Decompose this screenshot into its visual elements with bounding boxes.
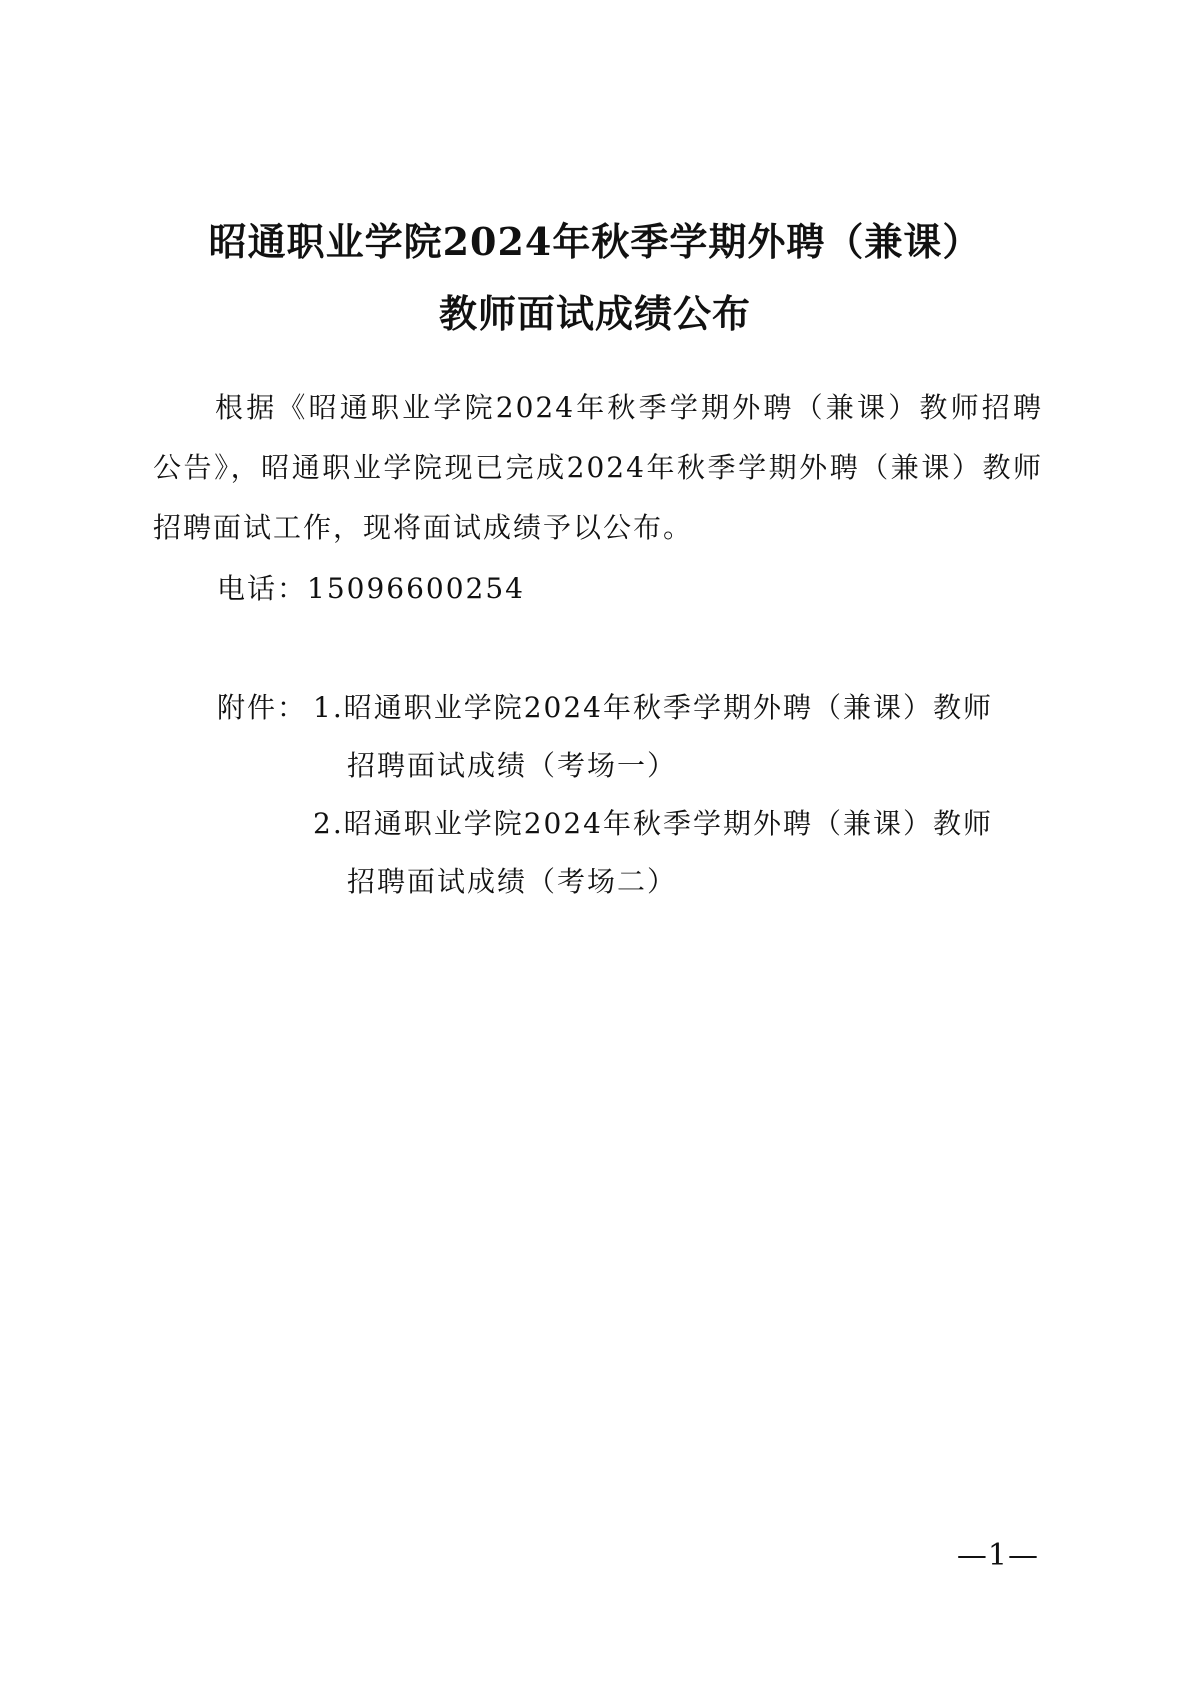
contact-phone: 电话：15096600254 [217, 572, 525, 605]
document-title-line-1: 昭通职业学院2024年秋季学期外聘（兼课） [208, 219, 982, 264]
page-number: —1— [956, 1538, 1039, 1573]
attachment-1-line-1: 1.昭通职业学院2024年秋季学期外聘（兼课）教师 [313, 691, 993, 724]
attachment-2-line-1: 2.昭通职业学院2024年秋季学期外聘（兼课）教师 [313, 807, 993, 840]
document-title-line-2: 教师面试成绩公布 [438, 291, 751, 336]
attachments-label: 附件： [217, 691, 308, 724]
attachment-1-line-2: 招聘面试成绩（考场一） [347, 749, 678, 782]
announcement-paragraph: 根据《昭通职业学院2024年秋季学期外聘（兼课）教师招聘公告》，昭通职业学院现已完成2024年秋季学期外聘（兼课）教师招聘面试工作，现将面试成绩予以公布。 [153, 391, 1043, 544]
attachment-2-line-2: 招聘面试成绩（考场二） [347, 865, 678, 898]
